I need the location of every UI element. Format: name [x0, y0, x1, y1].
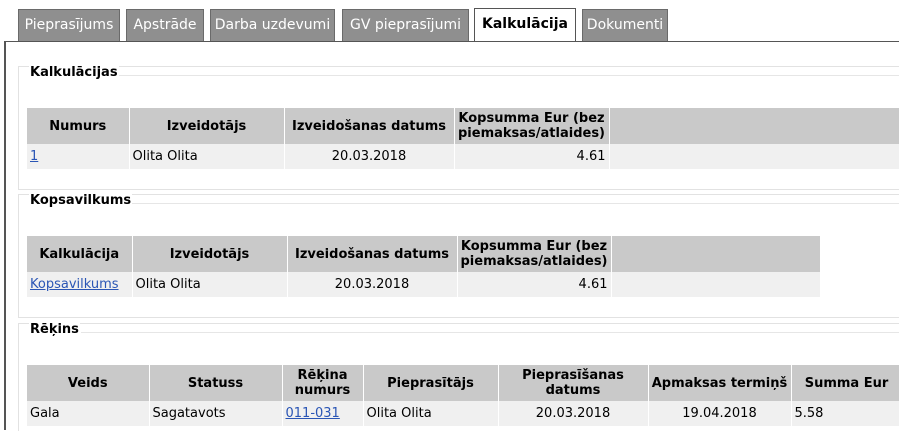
request-date-cell: 20.03.2018: [498, 401, 648, 426]
column-header-empty: [611, 236, 820, 272]
due-date-cell: 19.04.2018: [648, 401, 791, 426]
status-cell: Sagatavots: [149, 401, 282, 426]
empty-cell: [609, 144, 899, 169]
column-header: Rēķina numurs: [282, 365, 363, 401]
kopsavilkums-section: [18, 194, 899, 318]
column-header: Statuss: [149, 365, 282, 401]
column-header: Pieprasītājs: [363, 365, 498, 401]
kalkulacijas-table: [27, 108, 899, 169]
column-header: Summa Eur: [791, 365, 899, 401]
column-header: Pieprasīšanas datums: [498, 365, 648, 401]
table-row: [27, 144, 899, 169]
section-divider: [109, 75, 899, 76]
amount-cell: 5.58: [791, 401, 899, 426]
tab-dokumenti[interactable]: Dokumenti: [582, 9, 668, 41]
tab-kalkulacija[interactable]: Kalkulācija: [474, 8, 576, 42]
column-header: Izveidošanas datums: [284, 108, 454, 144]
kopsavilkums-table: [27, 236, 821, 297]
tab-pieprasijums[interactable]: Pieprasījums: [18, 9, 120, 41]
column-header: Kalkulācija: [27, 236, 132, 272]
kalkulacijas-section: [18, 66, 899, 190]
tab-gv-pieprasijumi[interactable]: GV pieprasījumi: [342, 9, 469, 41]
summary-link[interactable]: Kopsavilkums: [30, 277, 119, 292]
column-header: Kopsumma Eur (bez piemaksas/atlaides): [454, 108, 609, 144]
creator-cell: Olita Olita: [129, 144, 284, 169]
column-header: Izveidotājs: [129, 108, 284, 144]
column-header: Izveidošanas datums: [287, 236, 457, 272]
tab-content: [4, 41, 899, 430]
table-header-row: [27, 236, 820, 272]
column-header: Izveidotājs: [132, 236, 287, 272]
section-divider: [129, 203, 899, 204]
calculation-number-link[interactable]: 1: [30, 149, 39, 164]
total-cell: 4.61: [454, 144, 609, 169]
column-header: Apmaksas termiņš: [648, 365, 791, 401]
column-header: Veids: [27, 365, 149, 401]
tab-bar: [0, 0, 899, 42]
empty-cell: [611, 272, 820, 297]
rekins-section: [18, 323, 899, 431]
column-header-empty: [609, 108, 899, 144]
requester-cell: Olita Olita: [363, 401, 498, 426]
column-header: Kopsumma Eur (bez piemaksas/atlaides): [457, 236, 611, 272]
column-header: Numurs: [27, 108, 129, 144]
section-title: Kopsavilkums: [30, 193, 132, 208]
table-row: [27, 401, 899, 426]
section-divider: [81, 332, 899, 333]
tab-apstrade[interactable]: Apstrāde: [126, 9, 204, 41]
table-row: [27, 272, 820, 297]
table-header-row: [27, 108, 899, 144]
total-cell: 4.61: [457, 272, 611, 297]
creator-cell: Olita Olita: [132, 272, 287, 297]
tab-darba-uzdevumi[interactable]: Darba uzdevumi: [210, 9, 335, 41]
created-date-cell: 20.03.2018: [287, 272, 457, 297]
table-header-row: [27, 365, 899, 401]
rekins-table: [27, 365, 899, 426]
created-date-cell: 20.03.2018: [284, 144, 454, 169]
invoice-number-link[interactable]: 011-031: [285, 406, 340, 421]
section-title: Rēķins: [30, 322, 79, 337]
section-title: Kalkulācijas: [30, 65, 118, 80]
type-cell: Gala: [27, 401, 149, 426]
